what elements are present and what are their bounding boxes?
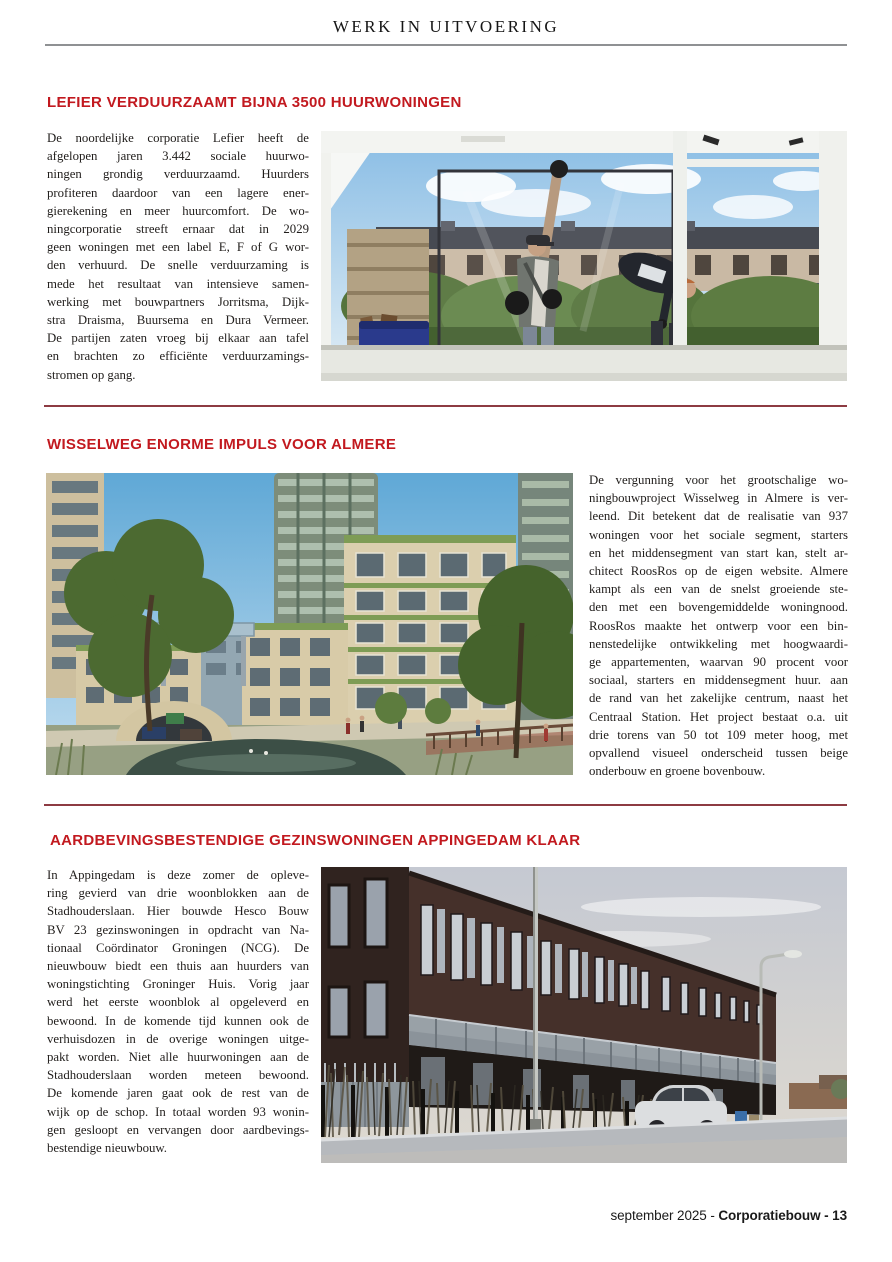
body-line: gen gesloopt en vervangen door aardbevings- [47,1122,309,1137]
article-body-wisselweg [589,471,848,780]
body-line: RoosRos maakte het ontwerp voor een bin- [589,618,848,633]
body-line: geen woningen met een label E, F of G wor- [47,240,309,255]
body-line: den verhuurd. De snelle verduurzaming is [47,258,309,273]
body-line: BV 23 gezinswoningen in opdracht van Na- [47,922,309,937]
footer-date: september 2025 - [610,1208,719,1223]
body-line: De partijen zaten vroeg bij elkaar aan tafel [47,331,309,346]
body-line: leend. Dit betekent dat de realisatie van 937 [589,509,848,524]
body-line: ningen grondig verduurzaamd. Huurders [47,167,309,182]
header-rule [45,44,847,46]
body-line: stromen op gang. [47,367,136,382]
body-line: nieuwbouw biedt een thuis aan huurders van [47,959,309,974]
article-body-lefier [47,129,309,384]
body-line: ge appartementen, waarvan 90 procent voor [589,655,848,670]
body-line: verhuisdozen in de overige woningen uitge- [47,1031,309,1046]
body-line: mede het resultaat van intensieve samen- [47,276,309,291]
body-line: Stadhouderslaan worden meteen bewoond. [47,1068,309,1083]
section-divider [44,804,847,806]
body-line: nenstedelijke ontwikkeling met hoogwaardi- [589,636,848,651]
body-line: ningbouwproject Wisselweg in Almere is ver- [589,491,848,506]
body-line: chitect RoosRos op de eigen website. Almere [589,564,848,579]
body-line: Centraal Station. Het project bestaat o.a. uit [589,709,848,724]
body-line: werking met bouwpartners Jorritsma, Dijk- [47,294,309,309]
body-line: de rand van het zakelijke centrum, naast het [589,691,848,706]
body-line: woningen voor het sociale segment, starters [589,527,848,542]
body-line: den met een bovengemiddelde woningnood. [589,600,848,615]
body-line: De vergunning voor het grootschalige wo- [589,473,848,487]
body-line: wijk op de schop. In totaal worden 93 wonin- [47,1104,309,1119]
body-line: profiteren daardoor van een lagere ener- [47,185,309,200]
body-line: tionaal Coördinator Groningen (NCG). De [47,940,309,955]
body-line: bewoond. In de komende tijd kunnen ook de [47,1013,309,1028]
page-footer [611,1208,848,1223]
body-line: De komende jaren gaat ook de rest van de [47,1086,309,1101]
article-title-lefier: LEFIER VERDUURZAAMT BIJNA 3500 HUURWONINGEN [47,94,462,111]
body-line: ring gevierd van drie woonblokken aan de [47,886,309,901]
body-line: drie torens van 50 tot 109 meter hoog, met [589,727,848,742]
body-line: werd het eerste woonblok al opgeleverd en [47,995,309,1010]
body-line: bestendige nieuwbouw. [47,1141,168,1156]
body-line: woningstichting Groninger Huis. Vorig jaar [47,977,309,992]
body-line: gierekening en meer huurcomfort. De wo- [47,203,309,218]
article-title-wisselweg: WISSELWEG ENORME IMPULS VOOR ALMERE [47,436,397,453]
article-title-appingedam: AARDBEVINGSBESTENDIGE GEZINSWONINGEN APPINGEDAM KLAAR [50,832,581,849]
footer-magazine-page: Corporatiebouw - 13 [718,1208,847,1223]
article-photo-window-replacement [321,131,847,381]
body-line: pakt worden. Niet alle huurwoningen aan de [47,1050,309,1065]
body-line: kampt als een van de snelst groeiende ste- [589,582,848,597]
body-line: en het middensegment van start kan, stelt ar- [589,545,848,560]
body-line: stra Draisma, Buursema en Dura Vermeer. [47,313,309,328]
page-header: WERK IN UITVOERING [332,17,560,36]
body-line: opvallend visueel onderscheid tussen beige [589,746,848,761]
body-line: Stadhouderslaan. Hier bouwde Hesco Bouw [47,904,309,919]
article-body-appingedam [47,866,309,1157]
body-line: De noordelijke corporatie Lefier heeft de [47,131,309,145]
article-photo-wisselweg-render [46,473,573,775]
body-line: ningcorporatie streeft ernaar dat in 2029 [47,222,309,237]
section-divider [44,405,847,407]
body-line: sociaal, starters en middensegment huur. aan [589,673,848,688]
body-line: onderbouw en groene bovenbouw. [589,764,766,779]
article-photo-appingedam-houses [321,867,847,1163]
body-line: en brachten zo efficiënte verduurzamings- [47,349,309,364]
body-line: In Appingedam is deze zomer de opleve- [47,868,309,882]
body-line: afgelopen jaren 3.442 sociale huurwo- [47,149,309,164]
